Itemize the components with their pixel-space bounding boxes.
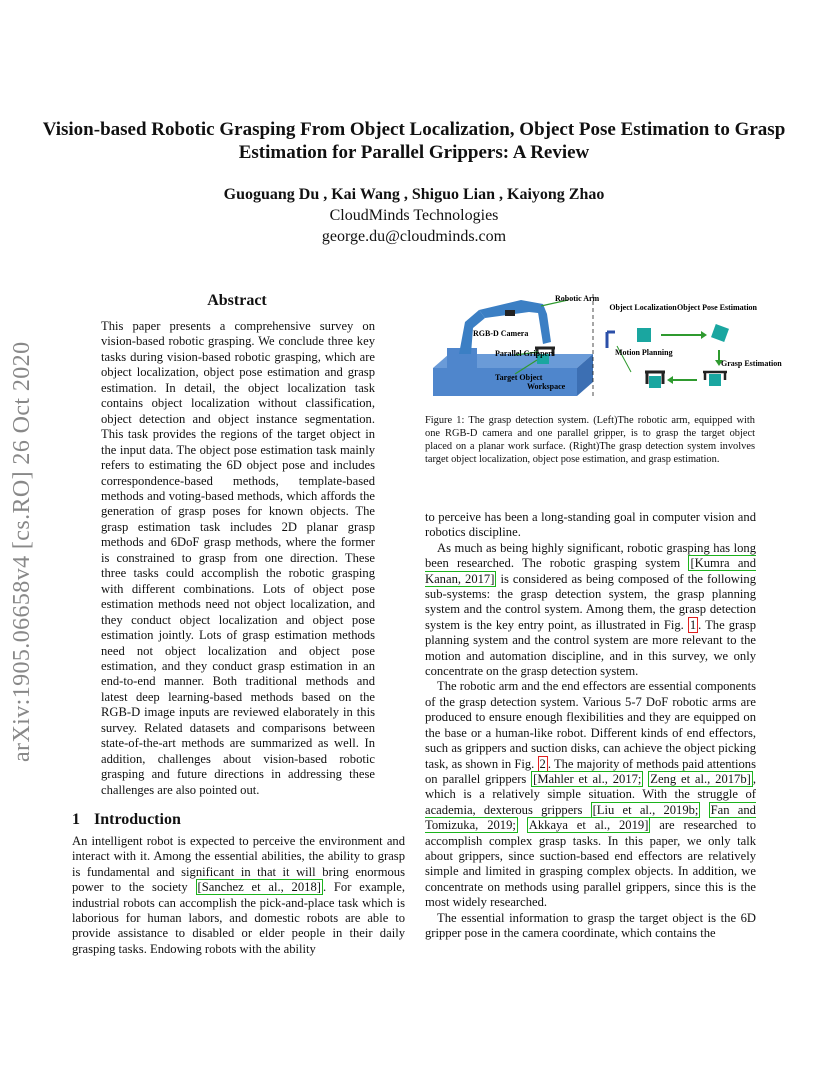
paper-title: Vision-based Robotic Grasping From Object Localization, Object Pose Estimation to Grasp Estimation for Parallel Grippers: A Review: [42, 119, 786, 163]
paragraph: [425, 679, 756, 910]
citation-link[interactable]: [Liu et al., 2019b;: [592, 802, 699, 817]
citation-link[interactable]: Zeng et al., 2017b]: [650, 771, 751, 786]
section-number: 1: [72, 811, 80, 828]
localization-cube: [637, 328, 651, 342]
text-run: An intelligent robot is expected to perceive the environment and interact with it. Among the essential abilities, the ability to grasp is fundamental and significant in that it will bring enormous power to the society: [72, 834, 405, 895]
affiliation: CloudMinds Technologies: [329, 207, 499, 224]
section-title: Introduction: [94, 811, 181, 828]
pose-cube: [711, 324, 729, 342]
motion-cube: [649, 376, 661, 388]
label-parallel-grippers: Parallel Grippers: [495, 349, 555, 358]
text-run: . The majority of methods paid attentions on parallel grippers: [425, 756, 756, 786]
citation-link[interactable]: Fan and Tomizuka, 2019;: [425, 802, 756, 833]
text-run: . For example, industrial robots can accomplish the pick-and-place task which is laborious for human labors, and domestic robots are able to provide assistance to disabled or elder people in their daily grasping tasks. Endowing robots with the ability: [72, 880, 406, 956]
robot-scene: [433, 294, 600, 396]
text-run: is considered as being composed of the following sub-systems: the grasp detection system, the grasp planning system and the control system. Among them, the grasp detection system is the key entry point, as illustrated in Fig.: [425, 571, 756, 632]
label-target-object: Target Object: [495, 373, 543, 382]
label-motion-planning: Motion Planning: [615, 348, 673, 357]
paragraph: The essential information to grasp the target object is the 6D gripper pose in the camera coordinate, which contains the: [425, 910, 756, 940]
introduction-text: [72, 834, 405, 957]
figure-ref-link[interactable]: 2: [539, 756, 546, 771]
label-object-localization: Object Localization: [609, 303, 677, 312]
citation-link[interactable]: [Mahler et al., 2017;: [533, 771, 642, 786]
citation-link[interactable]: [Sanchez et al., 2018]: [197, 880, 321, 895]
authors: Guoguang Du , Kai Wang , Shiguo Lian , Kaiyong Zhao: [223, 186, 605, 203]
text-run: . The grasp planning system and the control system are more relevant to the motion and automation discipline, and in this survey, we only concentrate on the grasp detection system.: [425, 617, 756, 679]
label-object-pose-estimation: Object Pose Estimation: [677, 303, 757, 312]
citation-link[interactable]: [Kumra and Kanan, 2017]: [425, 556, 757, 586]
rgbd-camera-shape: [505, 310, 515, 316]
label-rgbd-camera: RGB-D Camera: [473, 329, 529, 338]
motion-bracket: [607, 332, 615, 348]
arrowhead: [667, 376, 673, 384]
paragraph: to perceive has been a long-standing goal in computer vision and robotics discipline.: [425, 510, 756, 540]
abstract-text: This paper presents a comprehensive survey on vision-based robotic grasping. We conclude three key tasks during vision-based robotic grasping, which are object localization, object pose estimation and grasp estimation. In detail, the object localization task contains object localization without classification, object detection and object instance segmentation. This task provides the regions of the target object in the input data. The object pose estimation task mainly refers to estimating the 6D object pose and includes correspondence-based methods, template-based methods and voting-based methods, which affords the generation of grasp poses for known objects. The grasp estimation task includes 2D planar grasp methods and 6DoF grasp methods, where the former is constrained to grasp from one direction. These three tasks could accomplish the robotic grasping with different combinations. Lots of object pose estimation methods need not object localization, and they conduct object localization and object pose estimation jointly. Lots of grasp estimation methods need not object localization and object pose estimation, and they conduct grasp estimation in an end-to-end manner. Both traditional methods and latest deep learning-based methods based on the RGB-D image inputs are reviewed elaborately in this survey. Related datasets and comparisons between state-of-the-art methods are summarized as well. In addition, challenges about vision-based robotic grasping and future directions in addressing these challenges are also pointed out.: [101, 319, 375, 797]
paragraph: [425, 541, 756, 680]
text-run: As much as being highly significant, robotic grasping has long been researched. The robotic grasping system: [425, 540, 756, 571]
label-workspace: Workspace: [527, 382, 566, 391]
arrowhead: [701, 331, 707, 339]
text-run: , which is a relatively simple situation. With the struggle of academia, dexterous grippers: [425, 771, 756, 817]
arxiv-stamp: [9, 292, 49, 762]
figure-grasp-system: [425, 292, 782, 404]
grasp-cube: [709, 374, 721, 386]
figure-caption: Figure 1: The grasp detection system. (Left)The robotic arm, equipped with one RGB-D camera and one parallel gripper, is to grasp the target object placed on a planar work surface. (Right)The grasp detection system involves target object localization, object pose estimation, and grasp estimation.: [425, 415, 755, 465]
citation-link[interactable]: Akkaya et al., 2019]: [528, 818, 649, 833]
robot-arm-wrist: [537, 306, 551, 344]
pipeline-diagram: [607, 303, 782, 388]
abstract-heading: Abstract: [207, 292, 267, 309]
arxiv-id: arXiv:1905.06658v4 [cs.RO] 26 Oct 2020: [9, 341, 35, 762]
text-run: are researched to accomplish complex grasp tasks. In this paper, we only talk about grippers, since suction-based end effectors are relatively simple and limited in grasping complex objects. In addition, we concentrate on methods using parallel grippers, since this is the most widely researched.: [425, 818, 756, 910]
figure-ref-link[interactable]: 1: [689, 617, 697, 632]
label-grasp-estimation: Grasp Estimation: [721, 359, 782, 368]
email: george.du@cloudminds.com: [321, 228, 507, 245]
text-run: The robotic arm and the end effectors are essential components of the grasp detection system. Various 5-7 DoF robotic arms are produced to ensure enough flexibilities and they are equipped on the base or a human-like robot. Different kinds of end effectors, such as grippers and suction disks, can achieve the object picking task, as shown in Fig.: [425, 679, 756, 771]
right-column-text: [425, 510, 756, 941]
section-heading-introduction: [72, 811, 181, 829]
label-robotic-arm: Robotic Arm: [555, 294, 600, 303]
